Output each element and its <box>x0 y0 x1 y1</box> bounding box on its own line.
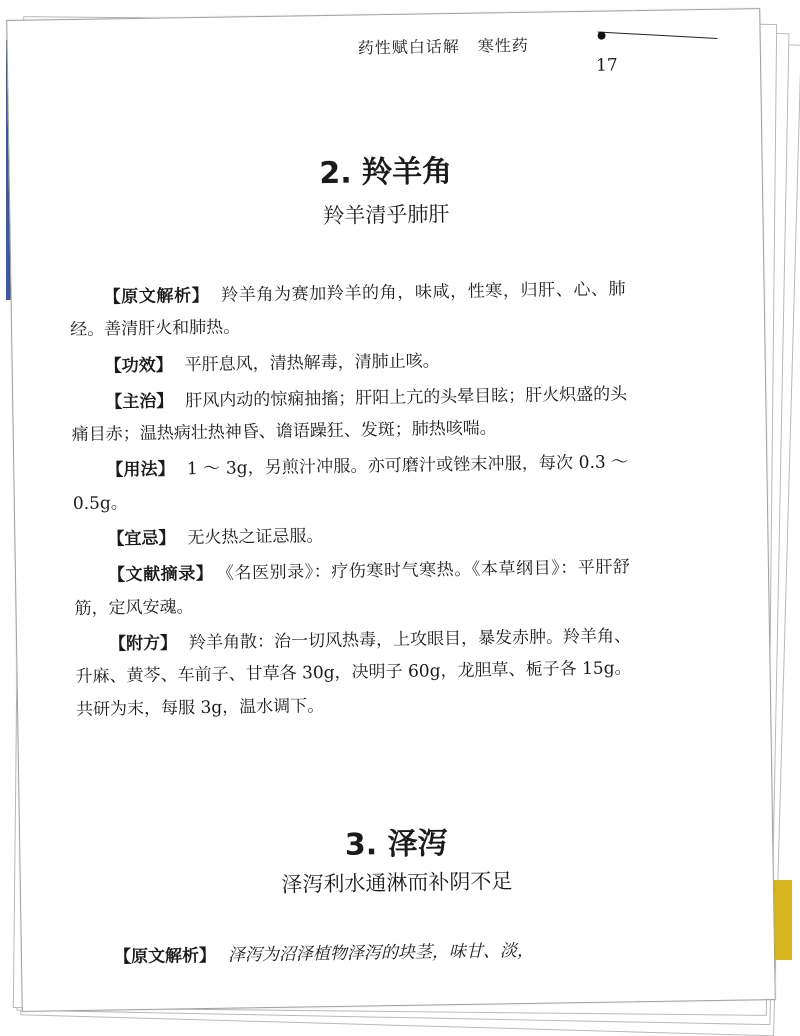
entry-body <box>80 933 637 978</box>
section-label: 【主治】 <box>105 391 174 413</box>
section-label: 【附方】 <box>108 633 178 655</box>
entry-paragraph <box>74 552 631 625</box>
entry-paragraph <box>80 933 636 974</box>
page-number: 17 <box>595 55 618 76</box>
section-text: 《名医别录》：疗伤寒时气寒热。《本草纲目》：平肝舒筋，定风安魂。 <box>74 557 631 619</box>
entry-body <box>69 273 632 730</box>
section-label: 【原文解析】 <box>113 945 217 968</box>
entry-title: 2. 羚羊角 <box>319 154 453 192</box>
section-name: 寒性药 <box>477 35 529 56</box>
running-header <box>358 33 529 59</box>
entry-paragraph <box>73 515 629 556</box>
section-text: 泽泻为沼泽植物泽泻的块茎，味甘、淡， <box>227 940 535 966</box>
entry-title: 3. 泽泻 <box>344 826 448 863</box>
entry-paragraph <box>70 342 626 383</box>
section-label: 【宜忌】 <box>107 528 176 550</box>
header-dot <box>598 32 606 40</box>
header-rule <box>598 32 718 39</box>
entry-subtitle: 泽泻利水通淋而补阴不足 <box>281 869 513 897</box>
section-text: 1 ～ 3g，另煎汁冲服。亦可磨汁或锉末冲服，每次 0.3 ～ 0.5g。 <box>72 452 629 514</box>
section-label: 【用法】 <box>106 459 176 481</box>
entry-paragraph <box>72 447 629 520</box>
book-title: 药性赋白话解 <box>357 36 460 58</box>
section-label: 【功效】 <box>104 355 173 377</box>
entry-paragraph <box>69 273 626 346</box>
entry-subtitle: 羚羊清乎肺肝 <box>323 202 450 229</box>
section-label: 【原文解析】 <box>103 285 210 308</box>
section-text: 羚羊角为赛加羚羊的角，味咸，性寒，归肝、心、肺经。善清肝火和肺热。 <box>69 279 626 341</box>
entry-paragraph <box>75 620 632 726</box>
book-page <box>6 8 775 1012</box>
section-text: 肝风内动的惊痫抽搐；肝阳上亢的头晕目眩；肝火炽盛的头痛目赤；温热病壮热神昏、谵语躁狂、发斑；肺热咳喘。 <box>71 384 628 446</box>
section-text: 无火热之证忌服。 <box>187 526 324 549</box>
entry-paragraph <box>71 378 628 451</box>
book-cover-edge <box>774 880 792 960</box>
section-text: 平肝息风，清热解毒，清肺止咳。 <box>184 350 440 375</box>
section-text: 羚羊角散：治一切风热毒，上攻眼目，暴发赤肿。羚羊角、升麻、黄芩、车前子、甘草各 30g，决明子 60g，龙胆草、栀子各 15g。共研为末，每服 3g，温水调下。 <box>75 626 632 720</box>
section-label: 【文献摘录】 <box>107 564 214 586</box>
